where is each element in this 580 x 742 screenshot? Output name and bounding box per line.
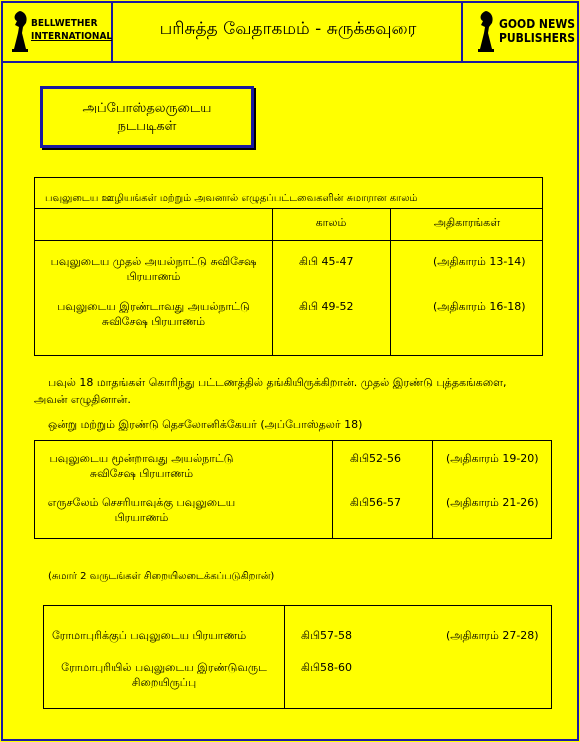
table1-row1-date: கிபி 45-47	[299, 255, 354, 268]
table1-header-chapters: அதிகாரங்கள்	[433, 216, 501, 229]
table1-row2-name: பவுலுடைய இரண்டாவது அயல்நாட்டு சுவிசேஷ பிரயாணம்	[57, 300, 250, 328]
table2-row2-chapters: (அதிகாரம் 21-26)	[446, 496, 539, 509]
third-journey-table	[34, 440, 552, 539]
brand-left-line2: INTERNATIONAL	[31, 31, 113, 42]
rome-journey-table	[43, 605, 552, 709]
ram-logo-icon	[475, 9, 497, 53]
chapter-title-line2: நடபடிகள்	[117, 119, 177, 134]
table2-row1-name: பவுலுடைய மூன்றாவது அயல்நாட்டு சுவிசேஷ பிரயாணம்	[49, 452, 234, 480]
corinth-paragraph: பவுல் 18 மாதங்கள் கொரிந்து பட்டணத்தில் தங்கியிருக்கிறான். முதல் இரண்டு புத்தகங்களை, அவன் எழுதினான்.	[34, 376, 507, 406]
table3-row2-name: ரோமாபுரியில் பவுலுடைய இரண்டுவருட சிறையிருப்பு	[61, 661, 267, 689]
table1-row1-name: பவுலுடைய முதல் அயல்நாட்டு சுவிசேஷ பிரயாணம்	[50, 255, 257, 283]
imprisonment-note: (சுமார் 2 வருடங்கள் சிறையிலடைக்கப்படுகிறான்)	[48, 571, 275, 582]
table2-row1-chapters: (அதிகாரம் 19-20)	[446, 452, 539, 465]
thessalonians-subheading: ஒன்று மற்றும் இரண்டு தெசலோனிக்கேயர் (அப்போஸ்தலர் 18)	[48, 418, 363, 431]
table1-row2-date: கிபி 49-52	[299, 300, 354, 313]
table3-row1-date: கிபி57-58	[301, 629, 353, 642]
page-title: பரிசுத்த வேதாகமம் - சுருக்கவுரை	[159, 19, 417, 39]
table1-row1-chapters: (அதிகாரம் 13-14)	[433, 255, 526, 268]
table2-row2-date: கிபி56-57	[350, 496, 402, 509]
table1-header-date: காலம்	[315, 216, 347, 229]
table1-row2-chapters: (அதிகாரம் 16-18)	[433, 300, 526, 313]
brand-right-line2: PUBLISHERS	[499, 31, 576, 45]
good-news-logo	[465, 1, 577, 61]
table1-title: பவுலுடைய ஊழியங்கள் மற்றும் அவனால் எழுதப்பட்டவைகளின் சுமாரான காலம்	[45, 193, 418, 204]
chapter-title-line1: அப்போஸ்தலருடைய	[82, 101, 212, 116]
table2-row1-date: கிபி52-56	[350, 452, 402, 465]
chapter-title-box	[40, 86, 254, 148]
table2-row2-name: எருசலேம் செசரியாவுக்கு பவுலுடைய பிரயாணம்	[47, 496, 236, 524]
paul-journeys-table	[34, 177, 543, 356]
table3-row1-chapters: (அதிகாரம் 27-28)	[446, 629, 539, 642]
table3-row2-date: கிபி58-60	[301, 661, 353, 674]
table3-row1-name: ரோமாபுரிக்குப் பவுலுடைய பிரயாணம்	[52, 629, 247, 642]
brand-right-line1: GOOD NEWS	[499, 17, 576, 31]
bellwether-logo	[1, 1, 113, 61]
brand-left-line1: BELLWETHER	[31, 18, 98, 29]
page-header	[1, 1, 579, 63]
ram-logo-icon	[9, 9, 31, 53]
